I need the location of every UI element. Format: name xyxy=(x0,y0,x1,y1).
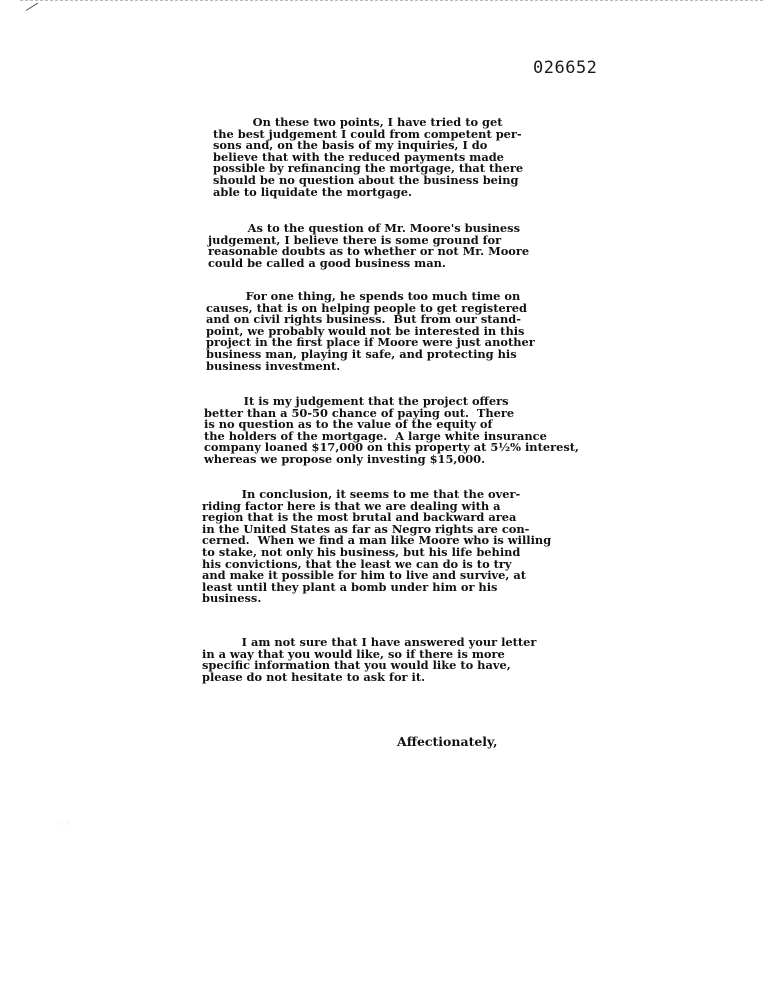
paragraph-5: In conclusion, it seems to me that the over- riding factor here is that we are dealing with a region that is the most brutal and backward area in the United States as far as Negro rights are con- cerned. When we find a man like Moore who is willing to stake, not only his business, but his life behind his convictions, that the least we can do is to try and make it possible for him to live and survive, at least until they plant a bomb under him or his business. xyxy=(202,487,552,606)
corner-pen-mark xyxy=(26,3,38,11)
paragraph-2: As to the question of Mr. Moore's business judgement, I believe there is some ground for reasonable doubts as to whether or not Mr. Moore could be called a good business man. xyxy=(208,221,530,270)
scan-specks: · · xyxy=(60,820,69,830)
paragraph-1: On these two points, I have tried to get the best judgement I could from competent per- sons and, on the basis of my inquiries, I do believe that with the reduced payments made possible by refinancing the mortgage, that there should be no question about the business being able to liquidate the mortgage. xyxy=(213,115,524,199)
paragraph-4: It is my judgement that the project offers better than a 50-50 chance of paying out. There is no question as to the value of the equity of the holders of the mortgage. A large white insurance company loaned $17,000 on this property at 5½% interest, whereas we propose only investing $15,000. xyxy=(204,394,579,466)
top-edge-dashes xyxy=(20,0,763,1)
paragraph-6: I am not sure that I have answered your letter in a way that you would like, so if there is more specific information that you would like to have, please do not hesitate to ask for it. xyxy=(202,635,537,684)
paragraph-3: For one thing, he spends too much time on causes, that is on helping people to get registered and on civil rights business. But from our stand- point, we probably would not be interested in this project in the first place if Moore were just another business man, playing it safe, and protecting his business investment. xyxy=(206,289,535,373)
closing-salutation: Affectionately, xyxy=(397,734,498,749)
document-number: 026652 xyxy=(533,58,598,78)
